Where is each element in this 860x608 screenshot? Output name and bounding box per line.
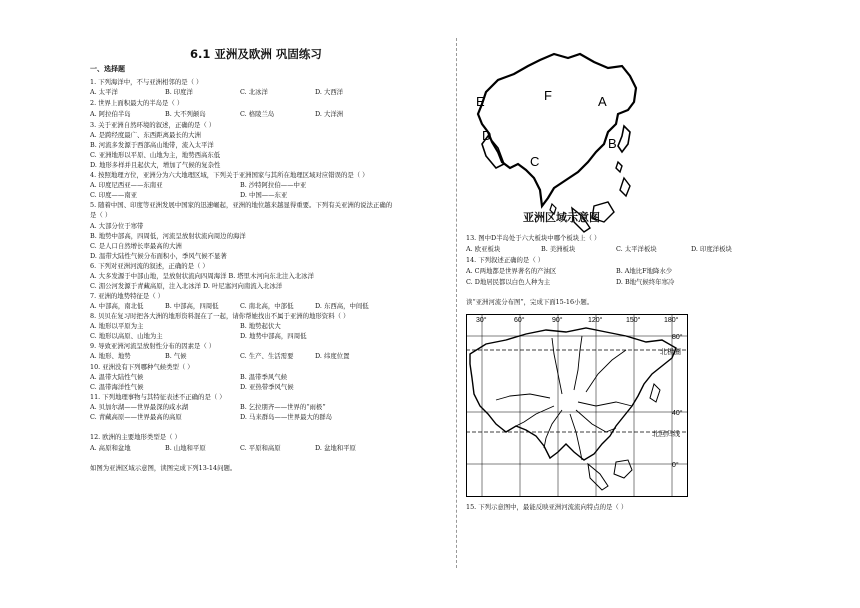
answer-option: D. B地气候终年寒冷 (616, 278, 675, 286)
tropic-of-cancer-label: 北回归线 (652, 431, 680, 438)
map-label-c: C (530, 154, 540, 169)
lat-label-40: 40° (672, 410, 683, 417)
answer-option: D. 盆地和平原 (315, 444, 356, 452)
question-line: A. 大部分位于寒带 (90, 222, 144, 230)
lon-label-90: 90° (552, 317, 563, 324)
question-line: A. 是跨经度最广、东西距离最长的大洲 (90, 131, 201, 139)
answer-option: C. 太平洋板块 (616, 245, 657, 253)
answer-option: B. 大不列颠岛 (165, 110, 206, 118)
answer-option: B. 美洲板块 (541, 245, 576, 253)
asia-outline (478, 54, 636, 206)
answer-option: C. 地形以高原、山地为主 (90, 332, 163, 340)
question-line: B. 地势中部高，四周低，河流呈放射状流向周边的海洋 (90, 232, 246, 240)
answer-option: C. 南北高，中部低 (240, 302, 294, 310)
question-line: C. 湄公河发源于青藏高原，注入北冰洋 D. 叶尼塞河向南流入北冰洋 (90, 282, 283, 290)
question-line: 1. 下列海洋中，不与亚洲相邻的是（ ） (90, 78, 203, 86)
question-line: A. 大多发源于中部山地，呈放射状流向四周海洋 B. 塔里木河向东北注入北冰洋 (90, 272, 314, 280)
lat-label-80: 80° (672, 334, 683, 341)
answer-option: D. 中国——东亚 (240, 191, 288, 199)
lon-label-60: 60° (514, 317, 525, 324)
question-line: 4. 按照地理方位，亚洲分为六大地理区域，下列关于亚洲国家与其所在地理区域对应错误的是（ ） (90, 171, 369, 179)
question-line: 15. 下列示意图中，最能反映亚洲河流流向特点的是（ ） (466, 503, 628, 511)
question-line: 3. 关于亚洲自然环境的叙述，正确的是（ ） (90, 121, 216, 129)
question-line: D. 地形多样并且起伏大，增加了气候的复杂性 (90, 161, 221, 169)
lat-label-0: 0° (672, 462, 679, 469)
question-line: 如图为亚洲区域示意图，读图完成下列13-14问题。 (90, 464, 237, 472)
answer-option: A. 地形以平原为主 (90, 322, 144, 330)
map-label-d: D (482, 128, 492, 143)
map-label-b: B (608, 136, 617, 151)
asia-map-caption: 亚洲区域示意图 (523, 211, 600, 224)
lon-label-30: 30° (476, 317, 487, 324)
map-label-e: E (476, 94, 485, 109)
answer-option: A. 阿拉伯半岛 (90, 110, 131, 118)
question-line: C. 是人口自然增长率最高的大洲 (90, 242, 182, 250)
answer-option: A. 欧亚板块 (466, 245, 501, 253)
answer-option: C. 青藏高原——世界最高的高原 (90, 413, 182, 421)
answer-option: D. 亚热带季风气候 (240, 383, 294, 391)
answer-option: D. 东西高，中间低 (315, 302, 369, 310)
question-line: 6. 下列对亚洲河流的叙述，正确的是（ ） (90, 262, 209, 270)
question-line: 14. 下列叙述正确的是（ ） (466, 256, 545, 264)
question-line: 7. 亚洲的地势特征是（ ） (90, 292, 165, 300)
lon-label-150: 150° (626, 317, 641, 324)
column-divider (456, 38, 458, 568)
answer-option: B. 印度洋 (165, 88, 193, 96)
answer-option: B. A地比F地降水少 (616, 267, 673, 275)
answer-option: B. 乞拉朋齐——世界的“雨极” (240, 403, 326, 411)
japan-island (618, 126, 630, 152)
question-line: 10. 亚洲没有下列哪种气候类型（ ） (90, 363, 194, 371)
question-line: 12. 欧洲的主要地形类型是（ ） (90, 433, 181, 441)
question-line: 13. 图中D半岛处于六大板块中哪个板块上（ ） (466, 234, 601, 242)
answer-option: B. 沙特阿拉伯——中亚 (240, 181, 307, 189)
asia-river-map (466, 314, 688, 497)
taiwan-island (616, 162, 622, 172)
question-line: B. 河流多发源于西部高山地带，流入太平洋 (90, 141, 214, 149)
question-line: 8. 贝贝在复习时把各大洲的地形资料混在了一起，请你帮她找出不属于亚洲的地形资料（ ） (90, 312, 350, 320)
philippines-island (620, 178, 630, 196)
answer-option: C. 北冰洋 (240, 88, 268, 96)
answer-option: C. 平原和高原 (240, 444, 281, 452)
arctic-circle-label: 北极圈 (660, 349, 681, 356)
question-line: 5. 随着中国、印度等亚洲发展中国家的迅速崛起，亚洲的地位越来越显得重要。下列有关亚洲的说法正确的 (90, 201, 393, 209)
question-line: 是（ ） (90, 211, 112, 219)
answer-option: A. 太平洋 (90, 88, 118, 96)
answer-option: B. 气候 (165, 352, 187, 360)
answer-option: C. 生产、生活需要 (240, 352, 294, 360)
question-line: 11. 下列地理事物与其特征表述不正确的是（ ） (90, 393, 226, 401)
answer-option: A. C两地都是世界著名的产油区 (466, 267, 557, 275)
answer-option: A. 中部高，南北低 (90, 302, 144, 310)
question-line: 读“亚洲河流分布图”，完成下面15-16小题。 (466, 298, 594, 306)
answer-option: D. 纬度位置 (315, 352, 350, 360)
answer-option: D. 大西洋 (315, 88, 344, 96)
section-heading: 一、选择题 (90, 64, 125, 73)
answer-option: D. 印度洋板块 (691, 245, 732, 253)
answer-option: A. 高原和盆地 (90, 444, 131, 452)
lon-label-120: 120° (588, 317, 603, 324)
question-line: C. 亚洲地形以平原、山地为主，地势西高东低 (90, 151, 221, 159)
answer-option: C. 温带海洋性气候 (90, 383, 144, 391)
answer-option: A. 地形、地势 (90, 352, 131, 360)
map-label-a: A (598, 94, 607, 109)
answer-option: C. 格陵兰岛 (240, 110, 275, 118)
answer-option: D. 大洋洲 (315, 110, 344, 118)
answer-option: C. 印度——南亚 (90, 191, 138, 199)
answer-option: A. 印度尼西亚——东南亚 (90, 181, 163, 189)
answer-option: A. 温带大陆性气候 (90, 373, 144, 381)
page-title: 6.1 亚洲及欧洲 巩固练习 (190, 47, 322, 61)
answer-option: D. 地势中部高，四周低 (240, 332, 307, 340)
answer-option: D. 马来群岛——世界最大的群岛 (240, 413, 333, 421)
question-line: D. 温带大陆性气候分布面积小，季风气候不显著 (90, 252, 227, 260)
answer-option: C. D地居民都以白色人种为主 (466, 278, 551, 286)
lon-label-180: 180° (664, 317, 679, 324)
answer-option: B. 山地和平原 (165, 444, 206, 452)
answer-option: B. 中部高，四周低 (165, 302, 219, 310)
map-label-f: F (544, 88, 552, 103)
question-line: 2. 世界上面积最大的半岛是（ ） (90, 99, 184, 107)
answer-option: A. 贝加尔湖——世界最深的咸水湖 (90, 403, 189, 411)
answer-option: B. 温带季风气候 (240, 373, 288, 381)
answer-option: B. 地势起伏大 (240, 322, 281, 330)
question-line: 9. 导致亚洲河流呈放射性分布的因素是（ ） (90, 342, 216, 350)
